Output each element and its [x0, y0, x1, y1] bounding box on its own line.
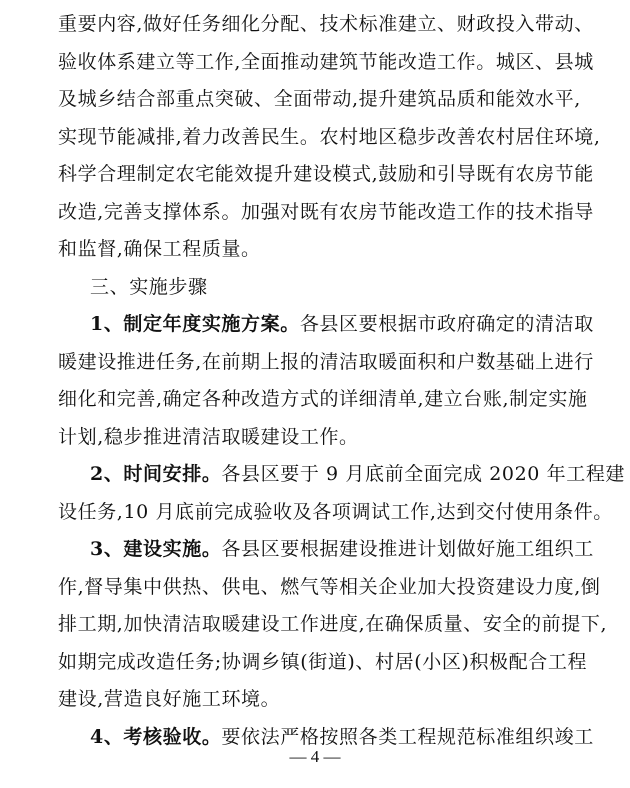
text-line: 作,督导集中供热、供电、燃气等相关企业加大投资建设力度,倒 — [58, 575, 601, 598]
text-line: 验收体系建立等工作,全面推动建筑节能改造工作。城区、县城 — [58, 50, 594, 73]
paragraph-item-3 — [58, 531, 608, 719]
section-heading: 三、实施步骤 — [90, 275, 208, 298]
text-line — [58, 456, 626, 494]
text-line: 设任务,10 月底前完成验收及各项调试工作,达到交付使用条件。 — [58, 500, 613, 523]
item-lead: 4、考核验收。 — [90, 725, 222, 748]
paragraph-item-2 — [58, 456, 626, 531]
item-lead: 1、制定年度实施方案。 — [90, 313, 300, 335]
text-line: 排工期,加快清洁取暖建设工作进度,在确保质量、安全的前提下, — [58, 613, 608, 635]
text-line: 细化和完善,确定各种改造方式的详细清单,建立台账,制定实施 — [58, 388, 588, 410]
item-lead: 3、建设实施。 — [90, 538, 222, 560]
paragraph-item-1 — [58, 306, 594, 456]
item-text: 要依法严格按照各类工程规范标准组织竣工 — [221, 725, 594, 748]
text-line: 如期完成改造任务;协调乡镇(街道)、村居(小区)积极配合工程 — [58, 650, 588, 673]
text-line: 暖建设推进任务,在前期上报的清洁取暖面积和户数基础上进行 — [58, 350, 594, 373]
text-line: 和监督,确保工程质量。 — [58, 238, 261, 260]
text-line — [58, 531, 594, 569]
page-number: — 4 — — [289, 747, 341, 766]
paragraph-intro — [58, 6, 601, 269]
text-line: 计划,稳步推进清洁取暖建设工作。 — [58, 425, 359, 448]
item-text: 各县区要根据市政府确定的清洁取 — [299, 313, 594, 335]
item-lead: 2、时间安排。 — [90, 463, 222, 485]
text-line: 及城乡结合部重点突破、全面带动,提升建筑品质和能效水平, — [58, 88, 581, 110]
text-line: 实现节能减排,着力改善民生。农村地区稳步改善农村居住环境, — [58, 125, 601, 148]
item-text: 各县区要于 9 月底前全面完成 2020 年工程建 — [221, 463, 626, 485]
body-text — [58, 6, 626, 756]
text-line: 建设,营造良好施工环境。 — [58, 688, 281, 710]
text-line: 科学合理制定农宅能效提升建设模式,鼓励和引导既有农房节能 — [58, 163, 594, 185]
text-line — [58, 306, 594, 344]
text-line: 改造,完善支撑体系。加强对既有农房节能改造工作的技术指导 — [58, 200, 594, 223]
text-line: 重要内容,做好任务细化分配、技术标准建立、财政投入带动、 — [58, 13, 594, 35]
item-text: 各县区要根据建设推进计划做好施工组织工 — [221, 538, 594, 560]
